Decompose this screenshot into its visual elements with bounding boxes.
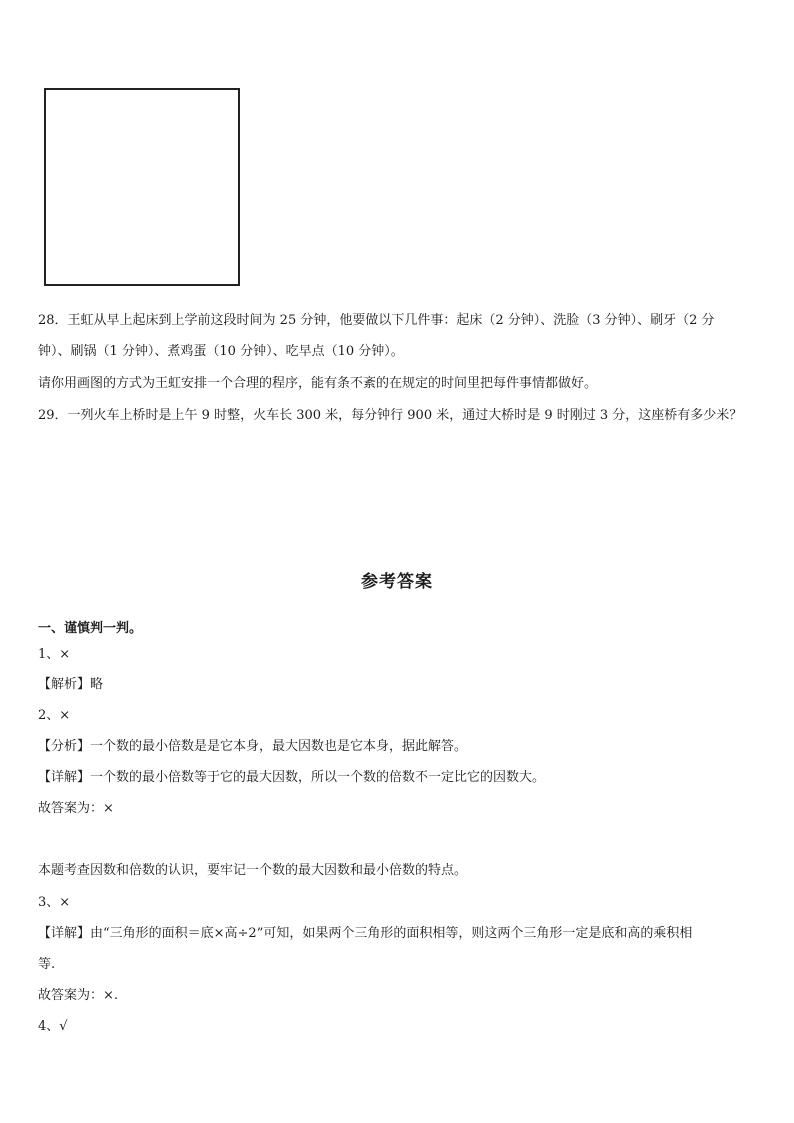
question-28-line-1: 28．王虹从早上起床到上学前这段时间为 25 分钟，他要做以下几件事：起床（2 分钟）、洗脸（3 分钟）、刷牙（2 分: [38, 313, 715, 328]
question-28-line-2: 钟）、刷锅（1 分钟）、煮鸡蛋（10 分钟）、吃早点（10 分钟）。: [38, 344, 404, 359]
drawing-area-box: [44, 88, 240, 286]
answer-1-analysis: 【解析】略: [38, 677, 104, 692]
answer-2-result: 故答案为：×: [38, 801, 114, 816]
answer-3: 3、×: [38, 895, 71, 910]
answer-3-result: 故答案为：×.: [38, 988, 119, 1003]
answer-3-detail-line-2: 等.: [38, 957, 56, 972]
question-29-line-1: 29．一列火车上桥时是上午 9 时整，火车长 300 米，每分钟行 900 米，通过大桥时是 9 时刚过 3 分，这座桥有多少米？: [38, 408, 743, 423]
answer-3-detail-line-1: 【详解】由“三角形的面积＝底×高÷2”可知，如果两个三角形的面积相等，则这两个三角形一定是底和高的乘积相: [38, 926, 693, 941]
section-1-heading: 一、谨慎判一判。: [38, 621, 143, 636]
answers-title: 参考答案: [361, 572, 433, 592]
answer-4: 4、√: [38, 1019, 68, 1034]
answer-2: 2、×: [38, 708, 71, 723]
answer-2-detail: 【详解】一个数的最小倍数等于它的最大因数，所以一个数的倍数不一定比它的因数大。: [38, 770, 546, 785]
question-28-line-3: 请你用画图的方式为王虹安排一个合理的程序，能有条不紊的在规定的时间里把每件事情都做好。: [38, 376, 598, 391]
answer-1: 1、×: [38, 647, 71, 662]
answer-2-analysis: 【分析】一个数的最小倍数是是它本身，最大因数也是它本身，据此解答。: [38, 739, 468, 754]
answer-2-note: 本题考查因数和倍数的认识，要牢记一个数的最大因数和最小倍数的特点。: [38, 863, 468, 878]
